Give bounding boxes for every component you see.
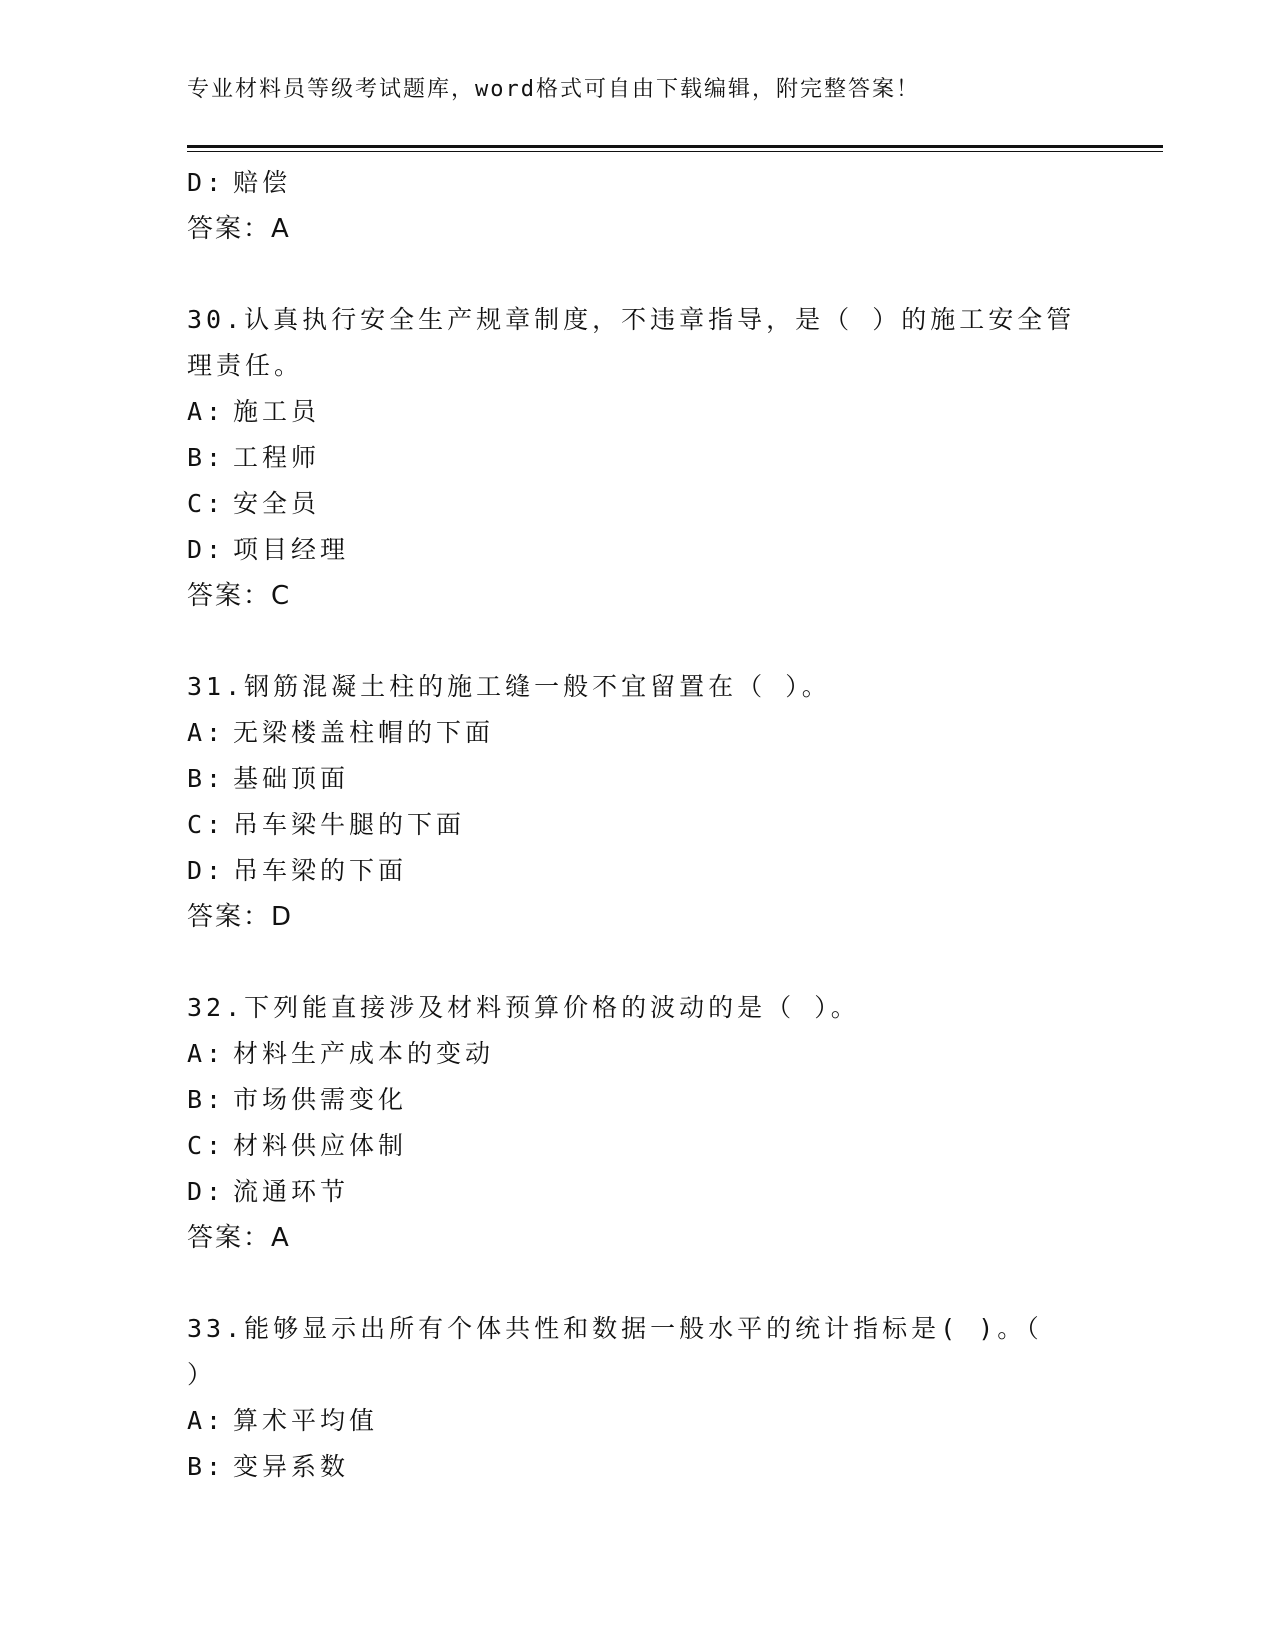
question-stem: 31.钢筋混凝土柱的施工缝一般不宜留置在（ ）。 <box>187 672 831 701</box>
option-letter: B: <box>187 1085 226 1114</box>
option-row <box>187 389 1067 435</box>
option-text: 项目经理 <box>233 535 350 564</box>
option-letter: D: <box>187 1177 226 1206</box>
option-letter: A: <box>187 718 226 747</box>
option-row <box>187 481 1067 527</box>
option-row <box>187 710 1067 756</box>
option-letter: B: <box>187 443 226 472</box>
option-text: 市场供需变化 <box>233 1085 408 1114</box>
option-row <box>187 848 1067 894</box>
option-row <box>187 1077 1067 1123</box>
option-row <box>187 435 1067 481</box>
option-letter: B: <box>187 1452 226 1481</box>
header-rule-thin <box>187 151 1163 152</box>
option-text: 流通环节 <box>233 1177 350 1206</box>
option-row <box>187 1031 1067 1077</box>
option-row <box>187 802 1067 848</box>
option-text: 基础顶面 <box>233 764 350 793</box>
question-stem-continued: 理责任。 <box>187 351 304 380</box>
option-letter: A: <box>187 1406 226 1435</box>
option-text: 工程师 <box>233 443 321 472</box>
option-row <box>187 1123 1067 1169</box>
answer-line: 答案：D <box>187 902 294 932</box>
question-content <box>187 160 1076 1490</box>
option-text: 材料生产成本的变动 <box>233 1039 495 1068</box>
question-stem-continued: ） <box>187 1360 217 1389</box>
option-letter: C: <box>187 1131 226 1160</box>
option-text: 赔偿 <box>233 168 292 197</box>
question-stem: 33.能够显示出所有个体共性和数据一般水平的统计指标是( )。（ <box>187 1314 1043 1343</box>
option-letter: A: <box>187 397 226 426</box>
option-text: 算术平均值 <box>233 1406 379 1435</box>
option-text: 安全员 <box>233 489 321 518</box>
answer-line: 答案：C <box>187 581 292 611</box>
option-text: 变异系数 <box>233 1452 350 1481</box>
option-text: 施工员 <box>233 397 321 426</box>
option-row <box>187 1444 1067 1490</box>
option-row <box>187 1398 1067 1444</box>
option-row <box>187 756 1067 802</box>
option-row <box>187 1169 1067 1215</box>
option-letter: C: <box>187 489 226 518</box>
header-rule-thick <box>187 145 1163 148</box>
option-letter: D: <box>187 535 226 564</box>
option-text: 无梁楼盖柱帽的下面 <box>233 718 495 747</box>
option-letter: D: <box>187 168 226 197</box>
option-letter: D: <box>187 856 226 885</box>
option-letter: C: <box>187 810 226 839</box>
option-letter: B: <box>187 764 226 793</box>
question-stem: 32.下列能直接涉及材料预算价格的波动的是（ ）。 <box>187 993 860 1022</box>
option-row <box>187 527 1067 573</box>
option-row <box>187 160 1067 206</box>
answer-line: 答案：A <box>187 1223 291 1253</box>
option-text: 吊车梁牛腿的下面 <box>233 810 466 839</box>
question-stem: 30.认真执行安全生产规章制度，不违章指导，是（ ）的施工安全管 <box>187 305 1076 334</box>
answer-line: 答案：A <box>187 214 291 244</box>
option-text: 吊车梁的下面 <box>233 856 408 885</box>
page-header: 专业材料员等级考试题库，word格式可自由下载编辑，附完整答案！ <box>187 77 920 102</box>
option-text: 材料供应体制 <box>233 1131 408 1160</box>
option-letter: A: <box>187 1039 226 1068</box>
